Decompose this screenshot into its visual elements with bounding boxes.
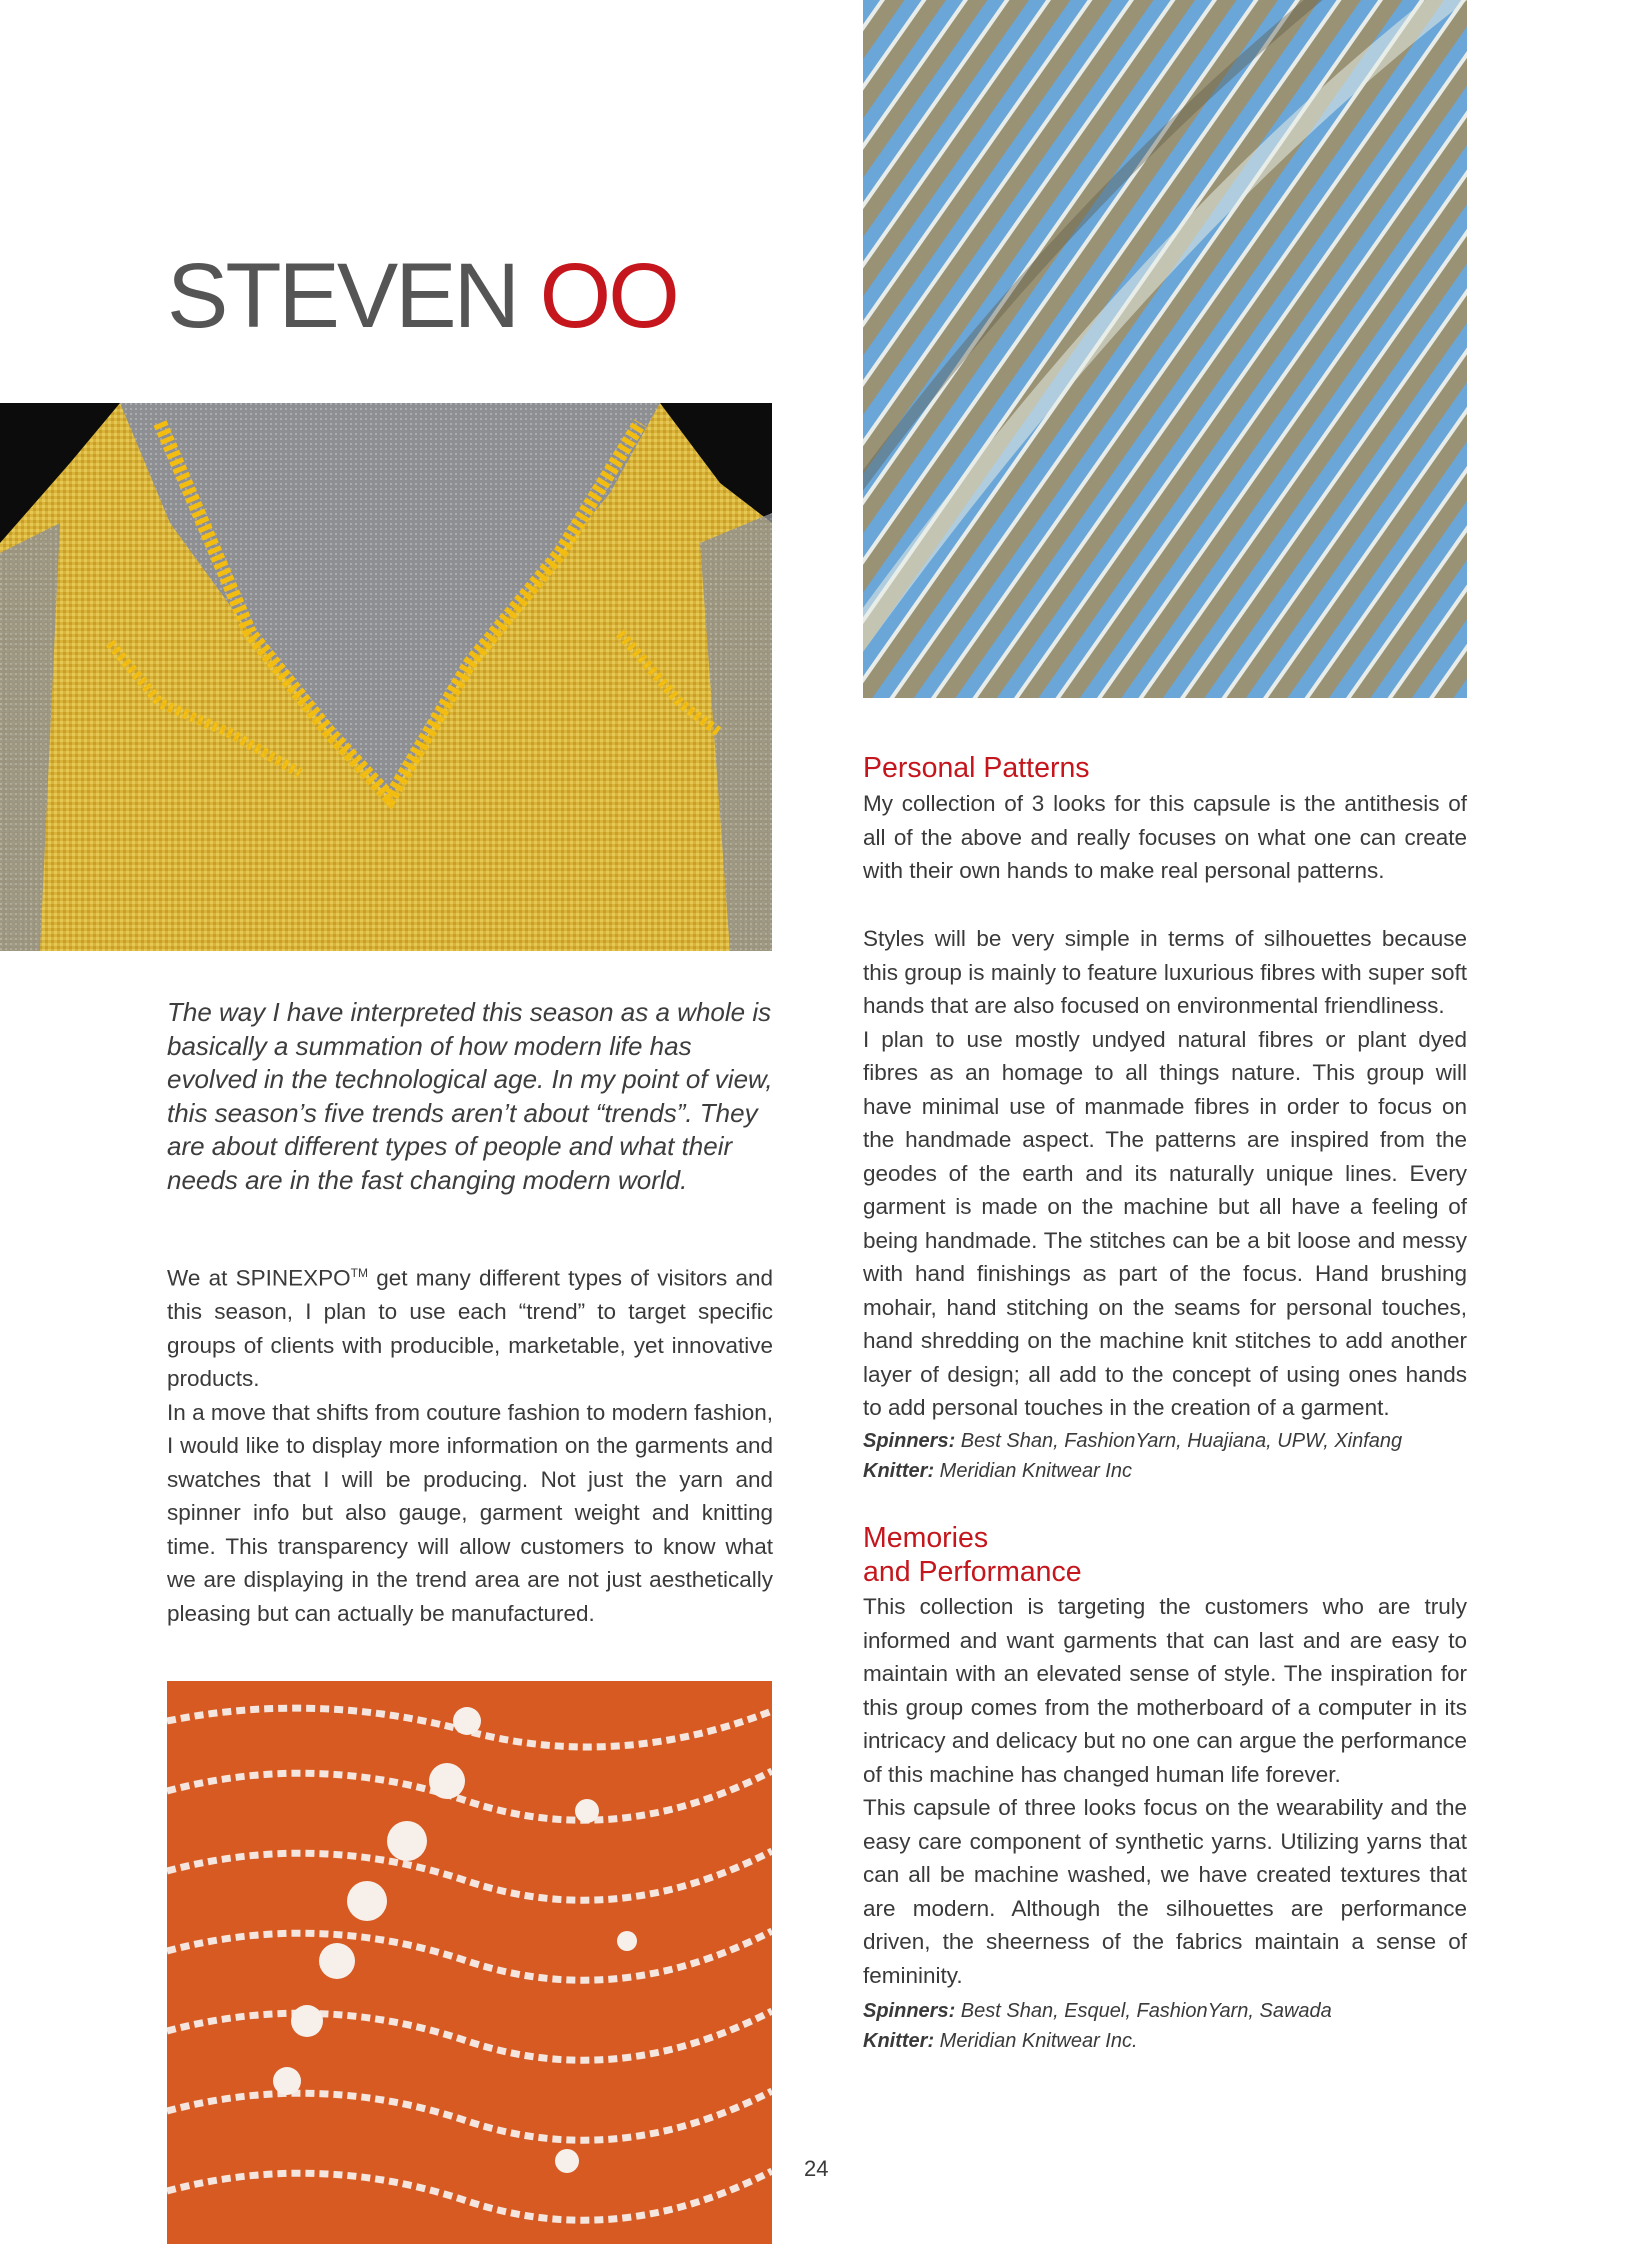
heading-personal-patterns: Personal Patterns [863, 752, 1090, 784]
personal-credits [863, 1426, 1467, 1486]
page-title [167, 245, 677, 347]
heading-memories-performance [863, 1521, 1467, 1589]
blue-knit-photo [863, 0, 1467, 698]
personal-body [863, 922, 1467, 1425]
spinners-label: Spinners: [863, 1430, 956, 1452]
heading-line-2: and Performance [863, 1556, 1082, 1588]
personal-paragraph-3: I plan to use mostly undyed natural fibres or plant dyed fibres as an homage to all things nature. This group will have minimal use of manmade fibres in order to focus on the handmade aspect. The patterns are inspired from the geodes of the earth and its naturally unique lines. Every garment is made on the machine but all have a feeling of being handmade. The stitches can be a bit loose and messy with hand finishings as part of the focus. Hand brushing mohair, hand stitching on the seams for personal touches, hand shredding on the machine knit stitches to add another layer of design; all add to the concept of using ones hands to add personal touches in the creation of a garment. [863, 1026, 1467, 1420]
intro-lead: We at SPINEXPO [167, 1265, 351, 1291]
page-number: 24 [804, 2156, 829, 2181]
knitter-name: Meridian Knitwear Inc [934, 1460, 1132, 1482]
intro-text [167, 1257, 773, 1630]
spinners-label: Spinners: [863, 2000, 956, 2022]
intro-paragraph-1 [167, 1257, 773, 1396]
knitter-name: Meridian Knitwear Inc. [934, 2030, 1138, 2052]
personal-paragraph-2: Styles will be very simple in terms of silhouettes because this group is mainly to feature luxurious fibres with super soft hands that are also focused on environmental friendliness. [863, 926, 1467, 1018]
knitter-credit [863, 1456, 1467, 1486]
knitter-credit [863, 2026, 1467, 2056]
memories-paragraph-1: This collection is targeting the customers who are truly informed and want garments that can last and are easy to maintain with an elevated sense of style. The inspiration for this group comes from the motherboard of a computer in its intricacy and delicacy but no one can argue the performance of this machine has changed human life forever. [863, 1594, 1467, 1787]
spinners-credit [863, 1426, 1467, 1456]
title-second: OO [539, 245, 677, 347]
pull-quote: The way I have interpreted this season as a whole is basically a summation of how modern life has evolved in the technological age. In my point of view, this season’s five trends aren’t about “trends”. They are about different types of people and what their needs are in the fast changing modern world. [167, 997, 773, 1195]
knitter-label: Knitter: [863, 1460, 935, 1482]
memories-body [863, 1590, 1467, 1992]
spinners-list: Best Shan, FashionYarn, Huajiana, UPW, Xinfang [955, 1430, 1403, 1452]
memories-paragraph-2: This capsule of three looks focus on the wearability and the easy care component of synthetic yarns. Utilizing yarns that can all be machine washed, we have created textures that are modern. Although the silhouettes are performance driven, the sheerness of the fabrics maintain a sense of femininity. [863, 1795, 1467, 1988]
orange-knit-photo [167, 1681, 772, 2244]
intro-paragraph-2: In a move that shifts from couture fashion to modern fashion, I would like to display more information on the garments and swatches that I will be producing. Not just the yarn and spinner info but also gauge, garment weight and knitting time. This transparency will allow customers to know what we are displaying in the trend area are not just aesthetically pleasing but can actually be manufactured. [167, 1399, 773, 1626]
spinners-credit [863, 1996, 1467, 2026]
knitter-label: Knitter: [863, 2030, 935, 2052]
sweater-photo [0, 403, 772, 951]
spinners-list: Best Shan, Esquel, FashionYarn, Sawada [955, 2000, 1332, 2022]
intro-p1-rest: get many different types of visitors and this season, I plan to use each “trend” to target specific groups of clients with producible, marketable, yet innovative products. [167, 1265, 773, 1391]
memories-credits [863, 1996, 1467, 2056]
heading-line-1: Memories [863, 1522, 989, 1554]
title-first: STEVEN [167, 245, 518, 347]
trademark: TM [350, 1266, 368, 1280]
personal-paragraph-1: My collection of 3 looks for this capsule is the antithesis of all of the above and really focuses on what one can create with their own hands to make real personal patterns. [863, 791, 1467, 883]
